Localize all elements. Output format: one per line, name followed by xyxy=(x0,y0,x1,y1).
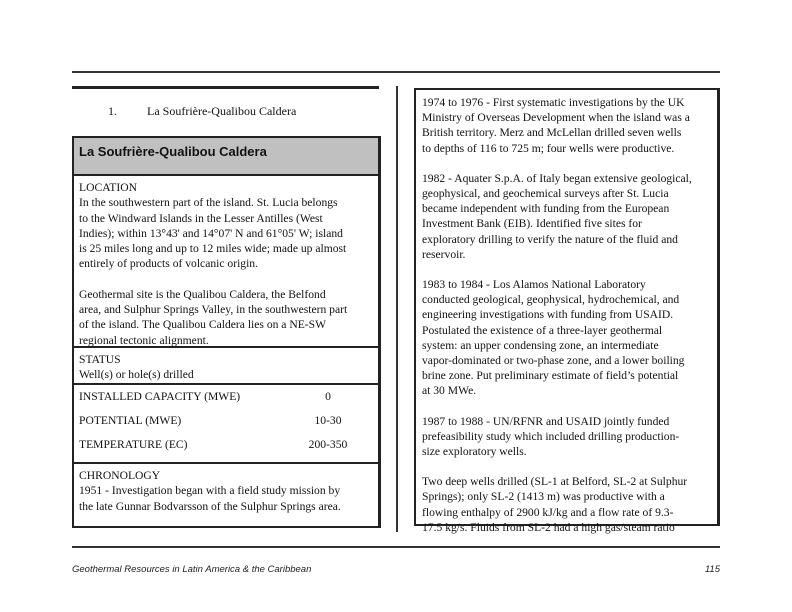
text-line: In the southwestern part of the island. St. Lucia belongs xyxy=(79,196,338,210)
site-summary-box xyxy=(72,136,381,528)
chronology-paragraph xyxy=(422,171,711,262)
metric-value: 10-30 xyxy=(314,414,342,427)
text-line: Indies); within 13°43' and 14°07' N and 61°05' W; island xyxy=(79,226,343,240)
text-line: size exploratory wells. xyxy=(422,445,527,459)
text-line: brine zone. Put preliminary estimate of field’s potential xyxy=(422,369,679,383)
footer-publication-title: Geothermal Resources in Latin America & the Caribbean xyxy=(72,564,312,575)
bottom-rule xyxy=(72,546,720,548)
text-line: vapor-dominated or two-phase zone, and a lower boiling xyxy=(422,354,685,368)
text-line: 17.5 kg/s. Fluids from SL-2 had a high gas/steam ratio xyxy=(422,520,675,534)
text-line: entirely of products of volcanic origin. xyxy=(79,257,259,271)
text-line: regional tectonic alignment. xyxy=(79,333,209,347)
chronology-paragraph xyxy=(422,277,711,399)
chronology-paragraph xyxy=(422,414,711,460)
text-line: 1951 - Investigation began with a field study mission by xyxy=(79,484,341,498)
text-line: 1983 to 1984 - Los Alamos National Laboratory xyxy=(422,278,646,292)
status-label: STATUS xyxy=(79,353,121,366)
text-line: Ministry of Overseas Development when the island was a xyxy=(422,111,690,125)
text-line: at 30 MWe. xyxy=(422,384,477,398)
location-paragraph-1 xyxy=(79,195,373,271)
text-line: is 25 miles long and up to 12 miles wide; made up almost xyxy=(79,242,347,256)
section-title: La Soufrière-Qualibou Caldera xyxy=(147,104,297,118)
metric-label: TEMPERATURE (ЕC) xyxy=(79,438,188,451)
column-divider xyxy=(396,86,398,532)
text-line: 1982 - Aquater S.p.A. of Italy began extensive geological, xyxy=(422,171,692,185)
text-line: the late Gunnar Bodvarsson of the Sulphur Springs area. xyxy=(79,499,341,513)
text-line: became independent with funding from the European xyxy=(422,202,670,216)
metric-installed-capacity xyxy=(79,389,373,413)
metric-value: 200-350 xyxy=(308,438,348,451)
text-line: geophysical, and geochemical surveys after St. Lucia xyxy=(422,187,669,201)
text-line: flowing enthalpy of 2900 kJ/kg and a flow rate of 9.3- xyxy=(422,505,674,519)
chronology-section xyxy=(74,464,378,514)
text-line: area, and Sulphur Springs Valley, in the southwestern part xyxy=(79,303,348,317)
metric-temperature xyxy=(79,437,373,461)
text-line: to the Windward Islands in the Lesser Antilles (West xyxy=(79,211,323,225)
site-title: La Soufrière-Qualibou Caldera xyxy=(74,138,378,176)
metric-label: INSTALLED CAPACITY (MWE) xyxy=(79,390,241,403)
chronology-label: CHRONOLOGY xyxy=(79,469,161,482)
text-line: engineering investigations with funding from USAID. xyxy=(422,308,674,322)
left-column-top-rule xyxy=(72,86,379,89)
top-rule xyxy=(72,71,720,73)
chronology-paragraph xyxy=(422,95,711,156)
location-section xyxy=(74,176,378,348)
text-line: of the island. The Qualibou Caldera lies on a NE-SW xyxy=(79,318,327,332)
text-line: to depths of 116 to 725 m; four wells were productive. xyxy=(422,141,675,155)
chronology-continued-box xyxy=(414,88,720,534)
text-line: Investment Bank (EIB). Identified five sites for xyxy=(422,217,642,231)
text-line: prefeasibility study which included drilling production- xyxy=(422,429,680,443)
status-section xyxy=(74,348,378,385)
metric-label: POTENTIAL (MWE) xyxy=(79,414,182,427)
text-line: Postulated the existence of a three-layer geothermal xyxy=(422,323,663,337)
chronology-paragraph xyxy=(422,474,711,535)
text-line: British territory. Merz and McLellan drilled seven wells xyxy=(422,126,682,140)
metric-potential xyxy=(79,413,373,437)
text-line: Two deep wells drilled (SL-1 at Belford, SL-2 at Sulphur xyxy=(422,475,688,489)
text-line: reservoir. xyxy=(422,247,466,261)
text-line: conducted geological, geophysical, hydrochemical, and xyxy=(422,293,680,307)
text-line: 1987 to 1988 - UN/RFNR and USAID jointly funded xyxy=(422,414,670,428)
location-paragraph-2 xyxy=(79,287,373,348)
text-line: exploratory drilling to verify the nature of the fluid and xyxy=(422,232,678,246)
metric-value: 0 xyxy=(325,390,331,403)
text-line: 1974 to 1976 - First systematic investigations by the UK xyxy=(422,96,685,109)
location-label: LOCATION xyxy=(79,181,137,194)
text-line: Geothermal site is the Qualibou Caldera, the Belfond xyxy=(79,287,326,301)
metrics-section xyxy=(74,385,378,464)
text-line: system: an upper condensing zone, an intermediate xyxy=(422,338,659,352)
section-heading xyxy=(108,104,296,119)
status-value: Well(s) or hole(s) drilled xyxy=(79,368,194,382)
section-number: 1. xyxy=(108,104,117,118)
footer-page-number: 115 xyxy=(704,564,720,575)
text-line: Springs); only SL-2 (1413 m) was productive with a xyxy=(422,490,665,504)
